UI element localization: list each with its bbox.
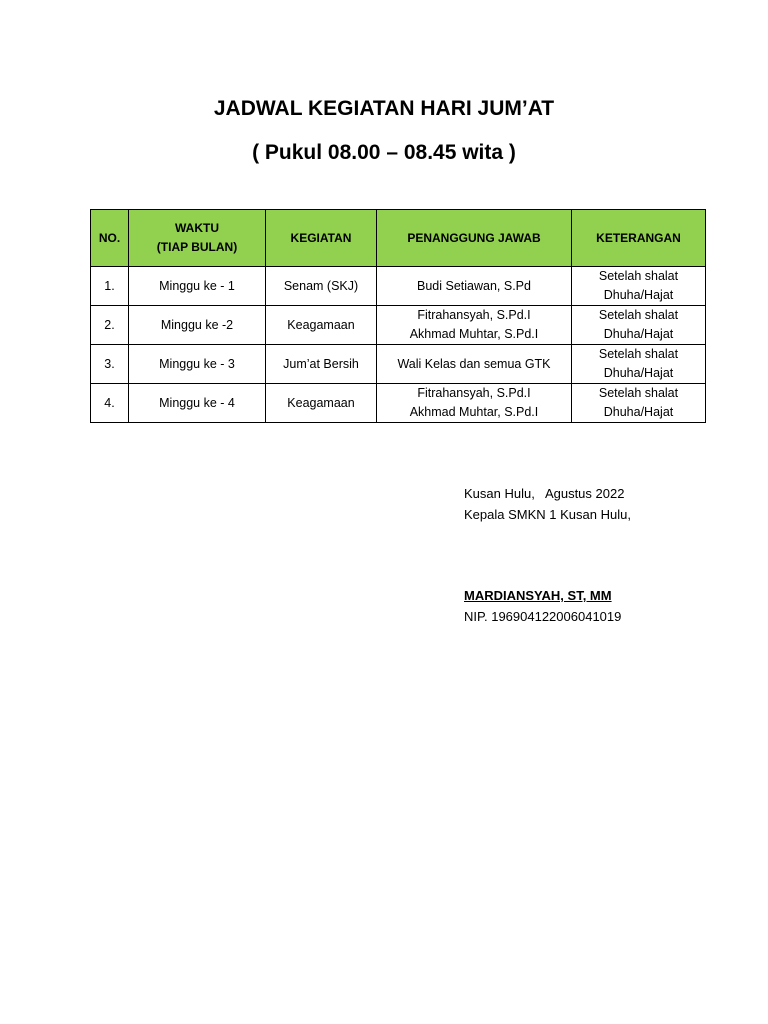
cell-ket-line1: Setelah shalat: [598, 347, 679, 361]
cell-waktu: Minggu ke - 1: [129, 267, 266, 306]
document-title: JADWAL KEGIATAN HARI JUM’AT: [213, 97, 555, 120]
header-penanggung-jawab: PENANGGUNG JAWAB: [377, 210, 572, 267]
schedule-table: [90, 209, 706, 423]
cell-waktu: Minggu ke - 4: [129, 384, 266, 423]
cell-no: 1.: [91, 267, 129, 306]
cell-ket-line1: Setelah shalat: [598, 269, 679, 283]
cell-pj-line2: Akhmad Muhtar, S.Pd.I: [409, 327, 539, 341]
cell-pj-line1: Fitrahansyah, S.Pd.I: [417, 386, 531, 400]
cell-keterangan: [572, 345, 706, 384]
cell-penanggung-jawab: [377, 345, 572, 384]
header-kegiatan: KEGIATAN: [266, 210, 377, 267]
cell-pj-line1: Budi Setiawan, S.Pd: [417, 278, 531, 293]
table-row: [91, 306, 706, 345]
cell-keterangan: [572, 384, 706, 423]
cell-waktu: Minggu ke - 3: [129, 345, 266, 384]
cell-ket-line2: Dhuha/Hajat: [603, 288, 674, 302]
cell-keterangan: [572, 267, 706, 306]
cell-pj-line1: Wali Kelas dan semua GTK: [397, 356, 551, 371]
signature-name: MARDIANSYAH, ST, MM: [464, 588, 612, 603]
document-subtitle: ( Pukul 08.00 – 08.45 wita ): [252, 141, 516, 164]
header-waktu: [129, 210, 266, 267]
cell-ket-line2: Dhuha/Hajat: [603, 327, 674, 341]
table-header-row: [91, 210, 706, 267]
cell-ket-line1: Setelah shalat: [598, 308, 679, 322]
signature-place-date: Kusan Hulu, Agustus 2022: [464, 486, 625, 501]
table-row: [91, 384, 706, 423]
cell-ket-line2: Dhuha/Hajat: [603, 366, 674, 380]
table-row: [91, 267, 706, 306]
cell-ket-line1: Setelah shalat: [598, 386, 679, 400]
cell-ket-line2: Dhuha/Hajat: [603, 405, 674, 419]
cell-penanggung-jawab: [377, 384, 572, 423]
header-no: NO.: [91, 210, 129, 267]
cell-penanggung-jawab: [377, 306, 572, 345]
cell-pj-line2: Akhmad Muhtar, S.Pd.I: [409, 405, 539, 419]
cell-no: 4.: [91, 384, 129, 423]
cell-keterangan: [572, 306, 706, 345]
cell-waktu: Minggu ke -2: [129, 306, 266, 345]
cell-pj-line1: Fitrahansyah, S.Pd.I: [417, 308, 531, 322]
cell-no: 2.: [91, 306, 129, 345]
header-keterangan: KETERANGAN: [572, 210, 706, 267]
signature-position: Kepala SMKN 1 Kusan Hulu,: [464, 507, 631, 522]
cell-kegiatan: Keagamaan: [266, 306, 377, 345]
header-waktu-line1: WAKTU: [175, 221, 219, 235]
cell-kegiatan: Keagamaan: [266, 384, 377, 423]
table-row: [91, 345, 706, 384]
cell-kegiatan: Jum’at Bersih: [266, 345, 377, 384]
signature-block: [464, 483, 631, 624]
header-waktu-line2: (TIAP BULAN): [156, 240, 238, 254]
signature-nip: NIP. 196904122006041019: [464, 609, 622, 624]
cell-no: 3.: [91, 345, 129, 384]
cell-penanggung-jawab: [377, 267, 572, 306]
cell-kegiatan: Senam (SKJ): [266, 267, 377, 306]
